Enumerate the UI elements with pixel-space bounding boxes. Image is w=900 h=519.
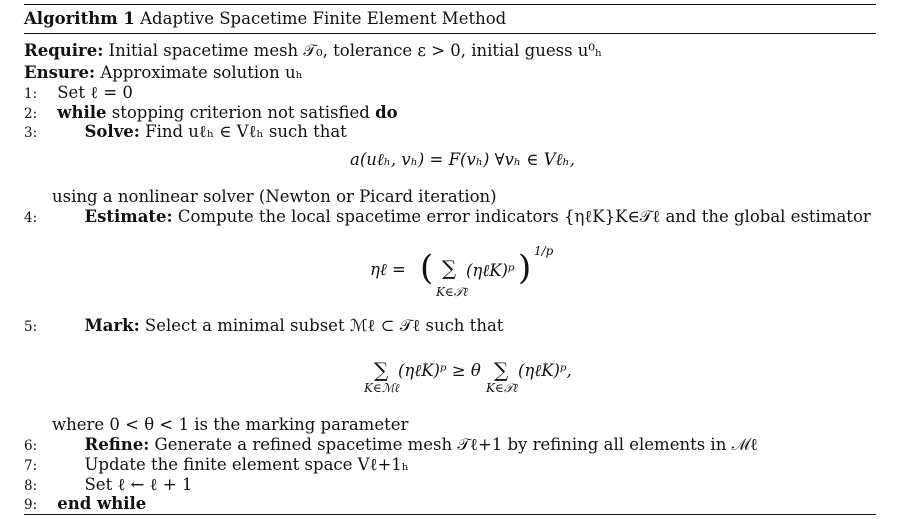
line-number: 3: — [24, 125, 38, 141]
step-7 — [24, 455, 409, 476]
step-2 — [24, 103, 398, 124]
left-paren: ( — [420, 248, 434, 288]
step-text: Update the finite element space Vℓ+1ₕ — [84, 455, 409, 474]
step-text: Generate a refined spacetime mesh 𝒯ℓ+1 by refining all elements in ℳℓ — [154, 435, 758, 454]
step-text: stopping criterion not satisfied — [111, 103, 370, 122]
ensure-keyword: Ensure: — [24, 63, 96, 82]
require-text: Initial spacetime mesh 𝒯₀, tolerance ε > 0, initial guess u⁰ₕ — [108, 41, 603, 60]
step-text: Set ℓ ← ℓ + 1 — [84, 475, 193, 494]
estimator-term: (ηℓK)ᵖ — [466, 261, 515, 280]
line-number: 6: — [24, 438, 38, 454]
estimate-keyword: Estimate: — [84, 207, 173, 226]
sum-index-left: K∈ℳℓ — [364, 381, 400, 395]
mark-keyword: Mark: — [84, 316, 140, 335]
estimator-lhs: ηℓ = — [370, 260, 406, 279]
sum-symbol-left: ∑ — [374, 358, 389, 382]
step-text: using a nonlinear solver (Newton or Picard iteration) — [52, 187, 497, 206]
require-keyword: Require: — [24, 41, 104, 60]
algorithm-name: Adaptive Spacetime Finite Element Method — [140, 9, 507, 28]
step-5-continuation — [52, 415, 408, 435]
while-keyword: while — [57, 103, 107, 122]
algorithm-block — [24, 4, 876, 515]
estimator-exponent: 1/p — [534, 244, 554, 258]
equation-variational: a(uℓₕ, vₕ) = F(vₕ) ∀vₕ ∈ Vℓₕ, — [350, 150, 575, 169]
step-4 — [24, 207, 871, 228]
step-text: Compute the local spacetime error indicators {ηℓK}K∈𝒯ℓ and the global estimator — [177, 207, 871, 226]
end-while-keyword: end while — [57, 494, 147, 513]
sum-symbol-right: ∑ — [494, 358, 509, 382]
sum-symbol: ∑ — [442, 256, 457, 280]
step-3 — [24, 122, 347, 143]
algorithm-title — [24, 5, 876, 34]
step-1 — [24, 83, 133, 104]
do-keyword: do — [375, 103, 398, 122]
refine-keyword: Refine: — [84, 435, 150, 454]
sum-index-right: K∈𝒯ℓ — [486, 381, 519, 395]
step-text: Set ℓ = 0 — [57, 83, 133, 102]
step-3-continuation — [52, 187, 497, 207]
ensure-line — [24, 63, 303, 83]
step-text: Select a minimal subset ℳℓ ⊂ 𝒯ℓ such that — [144, 316, 504, 335]
sum-index: K∈𝒯ℓ — [436, 285, 469, 299]
ensure-text: Approximate solution uₕ — [100, 63, 303, 82]
algorithm-number: Algorithm 1 — [24, 9, 135, 28]
marking-term-left: (ηℓK)ᵖ ≥ θ — [398, 361, 481, 380]
line-number: 2: — [24, 106, 38, 122]
solve-keyword: Solve: — [84, 122, 140, 141]
step-text: where 0 < θ < 1 is the marking parameter — [52, 415, 409, 434]
step-5 — [24, 316, 503, 337]
step-text: Find uℓₕ ∈ Vℓₕ such that — [145, 122, 347, 141]
step-9 — [24, 494, 146, 515]
line-number: 1: — [24, 86, 38, 102]
right-paren: ) — [518, 248, 532, 288]
line-number: 9: — [24, 497, 38, 513]
line-number: 4: — [24, 210, 38, 226]
line-number: 5: — [24, 319, 38, 335]
step-6 — [24, 435, 758, 456]
marking-term-right: (ηℓK)ᵖ, — [518, 361, 572, 380]
line-number: 8: — [24, 478, 38, 494]
step-8 — [24, 475, 192, 496]
require-line — [24, 41, 602, 61]
line-number: 7: — [24, 458, 38, 474]
